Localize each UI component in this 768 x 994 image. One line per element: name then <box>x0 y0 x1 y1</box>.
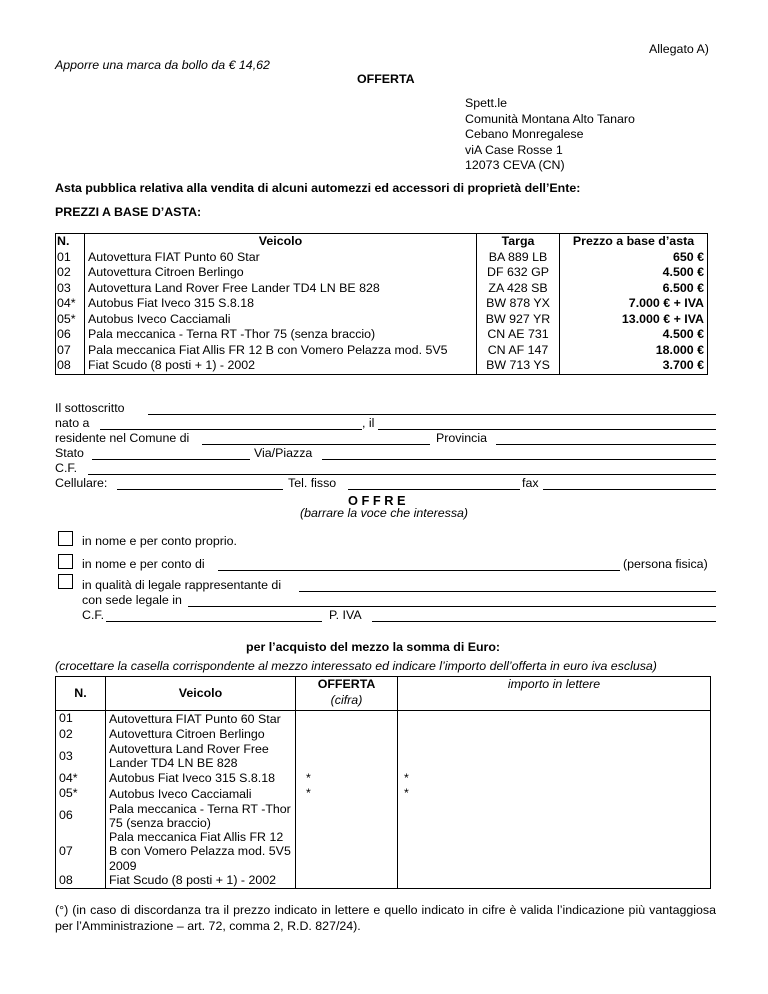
table-header-row <box>56 677 711 711</box>
cell-n: 08 <box>56 873 106 889</box>
cell-veicolo: Autovettura FIAT Punto 60 Star <box>106 711 296 727</box>
tel-field[interactable] <box>348 478 520 490</box>
cell-n: 01 <box>56 711 106 727</box>
societa-cf-field[interactable] <box>106 610 322 622</box>
col-header-prezzo: Prezzo a base d’asta <box>572 234 695 248</box>
table-row <box>56 296 708 312</box>
col-header-n: N. <box>56 234 85 250</box>
footnote: (°) (in caso di discordanza tra il prezzo indicato in lettere e quello indicato in cifre è valida l’indicazione più vantaggiosa per l’Amministrazione – art. 72, comma 2, R.D. 827/24). <box>55 903 716 933</box>
stato-field[interactable] <box>92 448 250 460</box>
table-header-row <box>56 234 708 250</box>
cell-veicolo: Pala meccanica - Terna RT -Thor 75 (senza braccio) <box>85 327 477 343</box>
table-row <box>56 281 708 297</box>
offre-title: O F F R E <box>348 493 406 508</box>
table-row <box>56 786 711 802</box>
cell-targa: BW 927 YR <box>477 312 560 328</box>
cell-veicolo: Pala meccanica Fiat Allis FR 12 B con Vomero Pelazza mod. 5V5 <box>85 343 477 359</box>
stato-label: Stato <box>55 446 84 460</box>
col-header-veicolo: Veicolo <box>85 234 477 250</box>
tel-label: Tel. fisso <box>288 476 337 490</box>
legale-rappresentante-field[interactable] <box>299 580 716 592</box>
cell-lettere[interactable] <box>398 711 711 727</box>
cell-lettere[interactable] <box>398 830 711 873</box>
cell-lettere[interactable] <box>398 727 711 743</box>
cell-cifra[interactable] <box>296 727 398 743</box>
cell-n: 05* <box>56 312 85 328</box>
offerta-table <box>55 676 711 889</box>
cell-n: 03 <box>56 281 85 297</box>
cell-n: 04* <box>56 296 85 312</box>
cell-n: 08 <box>56 358 85 374</box>
societa-cf-label: C.F. <box>82 608 105 622</box>
persona-fisica-suffix: (persona fisica) <box>623 557 708 571</box>
cell-prezzo: 4.500 € <box>662 327 704 341</box>
via-label: Via/Piazza <box>254 446 313 460</box>
data-nascita-field[interactable] <box>378 418 716 430</box>
cell-targa: BW 878 YX <box>477 296 560 312</box>
persona-fisica-field[interactable] <box>218 559 620 571</box>
recipient-line: 12073 CEVA (CN) <box>465 158 565 172</box>
cell-n: 04* <box>56 771 106 787</box>
cell-n: 05* <box>56 786 106 802</box>
col-header-n-text: N. <box>74 685 87 700</box>
col-header-lettere-text: importo in lettere <box>507 677 601 691</box>
table-row <box>56 830 711 873</box>
table-row <box>56 312 708 328</box>
table-row <box>56 250 708 266</box>
allegato-label: Allegato A) <box>649 42 709 56</box>
cell-n: 07 <box>56 343 85 359</box>
cell-n: 06 <box>56 327 85 343</box>
col-header-veicolo-text: Veicolo <box>178 686 223 701</box>
col-header-n <box>56 677 106 711</box>
recipient-line: viA Case Rosse 1 <box>465 142 563 157</box>
cell-cifra[interactable]: * <box>296 786 398 802</box>
col-header-offerta-text: OFFERTA <box>317 677 376 691</box>
piva-field[interactable] <box>372 610 716 622</box>
col-header-cifra-text: (cifra) <box>330 692 363 707</box>
cell-veicolo: Autovettura Citroen Berlingo <box>106 727 296 743</box>
piva-label: P. IVA <box>329 608 362 622</box>
cell-veicolo: Autovettura FIAT Punto 60 Star <box>85 250 477 266</box>
cell-n: 02 <box>56 727 106 743</box>
il-label: , il <box>362 416 375 430</box>
cf-label: C.F. <box>55 461 78 475</box>
cell-n: 02 <box>56 265 85 281</box>
sede-field[interactable] <box>188 595 716 607</box>
cf-field[interactable] <box>88 463 716 475</box>
prezzi-table <box>55 233 708 375</box>
provincia-field[interactable] <box>496 433 716 445</box>
cell-cifra[interactable] <box>296 711 398 727</box>
checkbox-persona-fisica[interactable] <box>58 554 73 569</box>
table-row <box>56 343 708 359</box>
cellulare-label: Cellulare: <box>55 476 108 490</box>
prezzi-heading: PREZZI A BASE D’ASTA: <box>55 205 202 219</box>
table-row <box>56 727 711 743</box>
opt-proprio-label: in nome e per conto proprio. <box>82 534 237 548</box>
cell-prezzo: 650 € <box>672 249 704 264</box>
cellulare-field[interactable] <box>117 478 283 490</box>
cell-lettere[interactable] <box>398 742 711 771</box>
col-header-veicolo <box>106 677 296 711</box>
cell-targa: ZA 428 SB <box>477 281 560 297</box>
cell-cifra[interactable] <box>296 830 398 873</box>
cell-n: 07 <box>56 830 106 873</box>
recipient-line: Cebano Monregalese <box>465 127 584 141</box>
bollo-note: Apporre una marca da bollo da € 14,62 <box>55 58 270 72</box>
cell-n: 03 <box>56 742 106 771</box>
fax-label: fax <box>522 476 539 490</box>
cell-veicolo: Autobus Iveco Cacciamali <box>85 312 477 328</box>
comune-field[interactable] <box>202 433 430 445</box>
cell-targa: BW 713 YS <box>477 358 560 374</box>
provincia-label: Provincia <box>436 431 487 445</box>
table-row <box>56 873 711 889</box>
cell-veicolo: Fiat Scudo (8 posti + 1) - 2002 <box>106 873 296 889</box>
cell-prezzo: 3.700 € <box>662 358 704 372</box>
table-row <box>56 358 708 374</box>
acquisto-heading: per l’acquisto del mezzo la somma di Euro: <box>246 640 501 654</box>
col-header-lettere <box>398 677 711 711</box>
checkbox-proprio[interactable] <box>58 531 73 546</box>
nato-label: nato a <box>55 416 90 430</box>
recipient-address <box>465 96 635 174</box>
cell-cifra[interactable] <box>296 802 398 831</box>
cell-veicolo: Pala meccanica - Terna RT -Thor 75 (senza braccio) <box>106 802 296 831</box>
cell-veicolo: Autovettura Citroen Berlingo <box>85 265 477 281</box>
col-header-targa: Targa <box>477 234 560 250</box>
cell-prezzo: 13.000 € + IVA <box>621 311 704 326</box>
cell-cifra[interactable] <box>296 742 398 771</box>
cell-veicolo: Pala meccanica Fiat Allis FR 12 B con Vomero Pelazza mod. 5V5 2009 <box>106 830 296 873</box>
residente-label: residente nel Comune di <box>55 431 190 445</box>
table-row <box>56 802 711 831</box>
cell-lettere[interactable] <box>398 802 711 831</box>
cell-prezzo: 4.500 € <box>662 265 704 279</box>
table-row <box>56 711 711 727</box>
opt-persona-label: in nome e per conto di <box>82 557 205 571</box>
recipient-line: Spett.le <box>465 96 508 110</box>
cell-targa: BA 889 LB <box>477 250 560 266</box>
cell-lettere[interactable]: * <box>404 770 409 785</box>
cell-veicolo: Autovettura Land Rover Free Lander TD4 LN BE 828 <box>85 281 477 297</box>
table-row <box>56 265 708 281</box>
cell-n: 01 <box>56 250 85 266</box>
sottoscritto-label: Il sottoscritto <box>55 401 125 415</box>
recipient-line: Comunità Montana Alto Tanaro <box>465 111 635 126</box>
cell-targa: CN AE 731 <box>477 327 560 343</box>
table-row <box>56 327 708 343</box>
acquisto-note: (crocettare la casella corrispondente al mezzo interessato ed indicare l’importo dell’offerta in euro iva esclusa) <box>55 659 657 673</box>
cell-veicolo: Fiat Scudo (8 posti + 1) - 2002 <box>85 358 477 374</box>
cell-prezzo: 7.000 € + IVA <box>628 296 704 310</box>
asta-heading: Asta pubblica relativa alla vendita di alcuni automezzi ed accessori di proprietà dell’Ente: <box>55 181 581 195</box>
cell-veicolo: Autovettura Land Rover Free Lander TD4 LN BE 828 <box>106 742 296 771</box>
cell-cifra[interactable] <box>296 873 398 889</box>
cell-lettere[interactable]: * <box>404 786 409 801</box>
cell-veicolo: Autobus Iveco Cacciamali <box>106 786 296 802</box>
cell-prezzo: 6.500 € <box>662 280 704 295</box>
via-field[interactable] <box>322 448 716 460</box>
page-title: OFFERTA <box>357 72 415 86</box>
cell-targa: DF 632 GP <box>477 265 560 281</box>
opt-legale-label: in qualità di legale rappresentante di <box>82 578 282 592</box>
col-header-offerta <box>296 677 398 711</box>
cell-targa: CN AF 147 <box>477 343 560 359</box>
cell-prezzo: 18.000 € <box>655 342 704 357</box>
checkbox-legale-rappresentante[interactable] <box>58 574 73 589</box>
sede-label: con sede legale in <box>82 593 182 607</box>
table-row <box>56 771 711 787</box>
table-row <box>56 742 711 771</box>
fax-field[interactable] <box>543 478 716 490</box>
nato-field[interactable] <box>100 418 362 430</box>
cell-veicolo: Autobus Fiat Iveco 315 S.8.18 <box>106 771 296 787</box>
cell-cifra[interactable]: * <box>296 771 398 787</box>
cell-n: 06 <box>56 802 106 831</box>
sottoscritto-field[interactable] <box>148 403 716 415</box>
offre-subtitle: (barrare la voce che interessa) <box>300 506 469 520</box>
cell-lettere[interactable] <box>398 873 711 889</box>
cell-veicolo: Autobus Fiat Iveco 315 S.8.18 <box>85 296 477 312</box>
